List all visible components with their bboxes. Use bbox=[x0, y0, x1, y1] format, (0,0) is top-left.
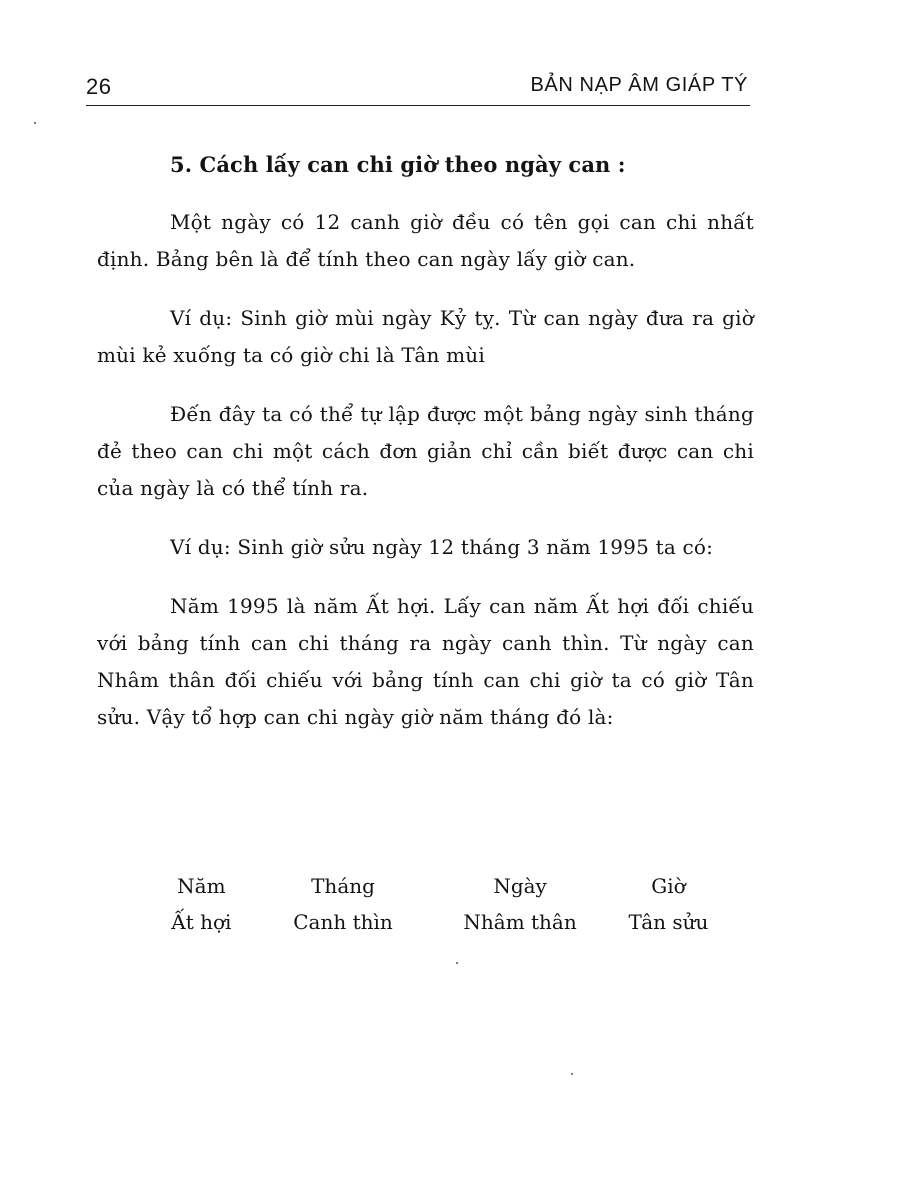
can-chi-summary-table bbox=[165, 868, 745, 940]
value-ngay: Nhâm thân bbox=[463, 910, 577, 934]
header-ngay: Ngày bbox=[493, 874, 547, 898]
paragraph-calculation: Năm 1995 là năm Ất hợi. Lấy can năm Ất hợi đối chiếu với bảng tính can chi tháng ra ngày canh thìn. Từ ngày can Nhâm thân đối chiếu với bảng tính can chi giờ ta có giờ Tân sửu. Vậy tổ hợp can chi ngày giờ năm tháng đó là: bbox=[97, 594, 754, 729]
header-thang: Tháng bbox=[311, 874, 375, 898]
paragraph-intro: Một ngày có 12 canh giờ đều có tên gọi can chi nhất định. Bảng bên là để tính theo can ngày lấy giờ can. bbox=[97, 210, 754, 271]
header-nam: Năm bbox=[177, 874, 226, 898]
scan-speck bbox=[571, 1073, 573, 1075]
paragraph-example-2: Ví dụ: Sinh giờ sửu ngày 12 tháng 3 năm 1995 ta có: bbox=[170, 535, 714, 559]
scan-speck bbox=[34, 122, 36, 124]
value-thang: Canh thìn bbox=[293, 910, 393, 934]
page-header bbox=[86, 72, 750, 104]
paragraph-example-1: Ví dụ: Sinh giờ mùi ngày Kỷ tỵ. Từ can ngày đưa ra giờ mùi kẻ xuống ta có giờ chi là Tân mùi bbox=[97, 306, 754, 367]
summary-header-row bbox=[165, 868, 745, 904]
header-gio: Giờ bbox=[651, 874, 686, 898]
scan-speck bbox=[456, 962, 458, 964]
value-nam: Ất hợi bbox=[171, 910, 232, 934]
value-gio: Tân sửu bbox=[628, 910, 709, 934]
header-divider bbox=[86, 105, 750, 106]
paragraph-explanation: Đến đây ta có thể tự lập được một bảng ngày sinh tháng đẻ theo can chi một cách đơn giản chỉ cần biết được can chi của ngày là có thể tính ra. bbox=[97, 402, 754, 500]
page-body bbox=[97, 140, 754, 758]
section-heading: 5. Cách lấy can chi giờ theo ngày can : bbox=[170, 152, 626, 177]
summary-value-row bbox=[165, 904, 745, 940]
page-number: 26 bbox=[86, 74, 112, 99]
running-title: BẢN NẠP ÂM GIÁP TÝ bbox=[530, 74, 748, 96]
